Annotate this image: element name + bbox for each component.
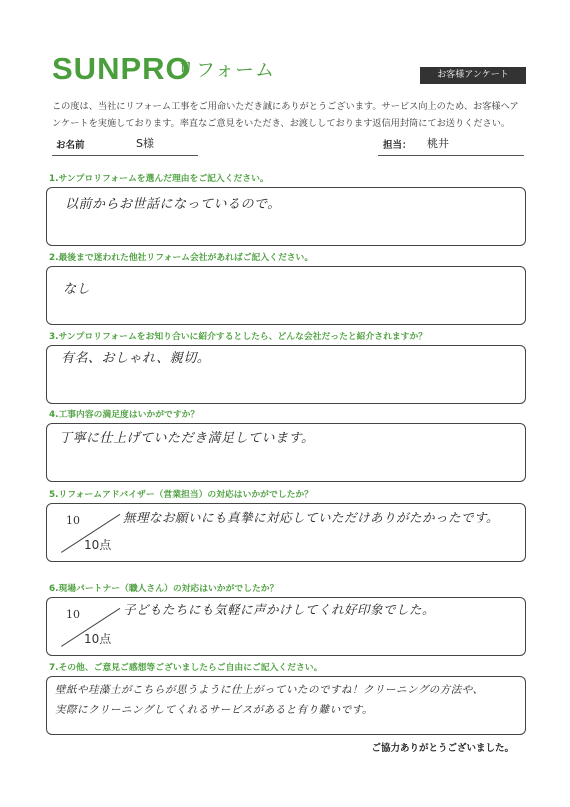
answer-2-text: なし [63, 282, 91, 297]
question-6-title: 6.現場パートナー（職人さん）の対応はいかがでしたか？ [49, 584, 279, 594]
answer-box-4 [46, 423, 526, 482]
name-value: S様 [136, 137, 154, 150]
score-5-denominator: 10 [66, 514, 80, 527]
answer-7-line-1: 壁紙や珪藻土がこちらが思うように仕上がっていたのですね！クリーニングの方法や、 [55, 684, 484, 696]
answer-3-text: 有名、おしゃれ、親切。 [61, 351, 211, 366]
answer-5-text: 無理なお願いにも真摯に対応していただけありがたかったです。 [123, 510, 500, 525]
answer-6-text: 子どもたちにも気軽に声かけしてくれ好印象でした。 [123, 602, 436, 617]
staff-label: 担当： [383, 140, 412, 151]
answer-7-line-2: 実際にクリーニングしてくれるサービスがあると有り難いです。 [55, 704, 373, 716]
name-underline [52, 155, 198, 156]
logo-sunpro: SUNPRO [52, 51, 191, 86]
survey-badge: お客様アンケート [420, 67, 526, 84]
logo-reform-text: リフォーム [176, 59, 276, 81]
answer-box-5 [46, 503, 526, 562]
answer-1-text: 以前からお世話になっているので。 [65, 197, 281, 212]
answer-box-6 [46, 597, 526, 656]
name-label: お名前 [56, 140, 85, 151]
question-2-title: 2.最後まで迷われた他社リフォーム会社があればご記入ください。 [49, 253, 314, 263]
question-4-title: 4.工事内容の満足度はいかがですか？ [49, 410, 200, 420]
score-6-value: 10点 [84, 632, 112, 646]
answer-box-2 [46, 266, 526, 325]
answer-box-3 [46, 345, 526, 404]
intro-text: この度は、当社にリフォーム工事をご用命いただき誠にありがとうございます。サービス向上のため、お客様へアンケートを実施しております。率直なご意見をいただき、お渡ししております返信用封筒にてお送りください。 [52, 101, 519, 129]
question-5-title: 5.リフォームアドバイザー（営業担当）の対応はいかがでしたか？ [49, 490, 313, 500]
staff-underline [378, 155, 524, 156]
score-5-value: 10点 [84, 538, 112, 552]
score-6-denominator: 10 [66, 608, 80, 621]
question-3-title: 3.サンプロリフォームをお知り合いに紹介するとしたら、どんな会社だったと紹介されますか？ [49, 332, 428, 342]
question-7-title: 7.その他、ご意見ご感想等ございましたらご自由にご記入ください。 [49, 663, 323, 673]
staff-value: 桃井 [427, 137, 449, 150]
answer-4-text: 丁寧に仕上げていただき満足しています。 [59, 431, 315, 446]
answer-box-7 [46, 676, 526, 735]
question-1-title: 1.サンプロリフォームを選んだ理由をご記入ください。 [49, 174, 269, 184]
footer-thanks: ご協力ありがとうございました。 [371, 743, 514, 754]
answer-box-1 [46, 187, 526, 246]
